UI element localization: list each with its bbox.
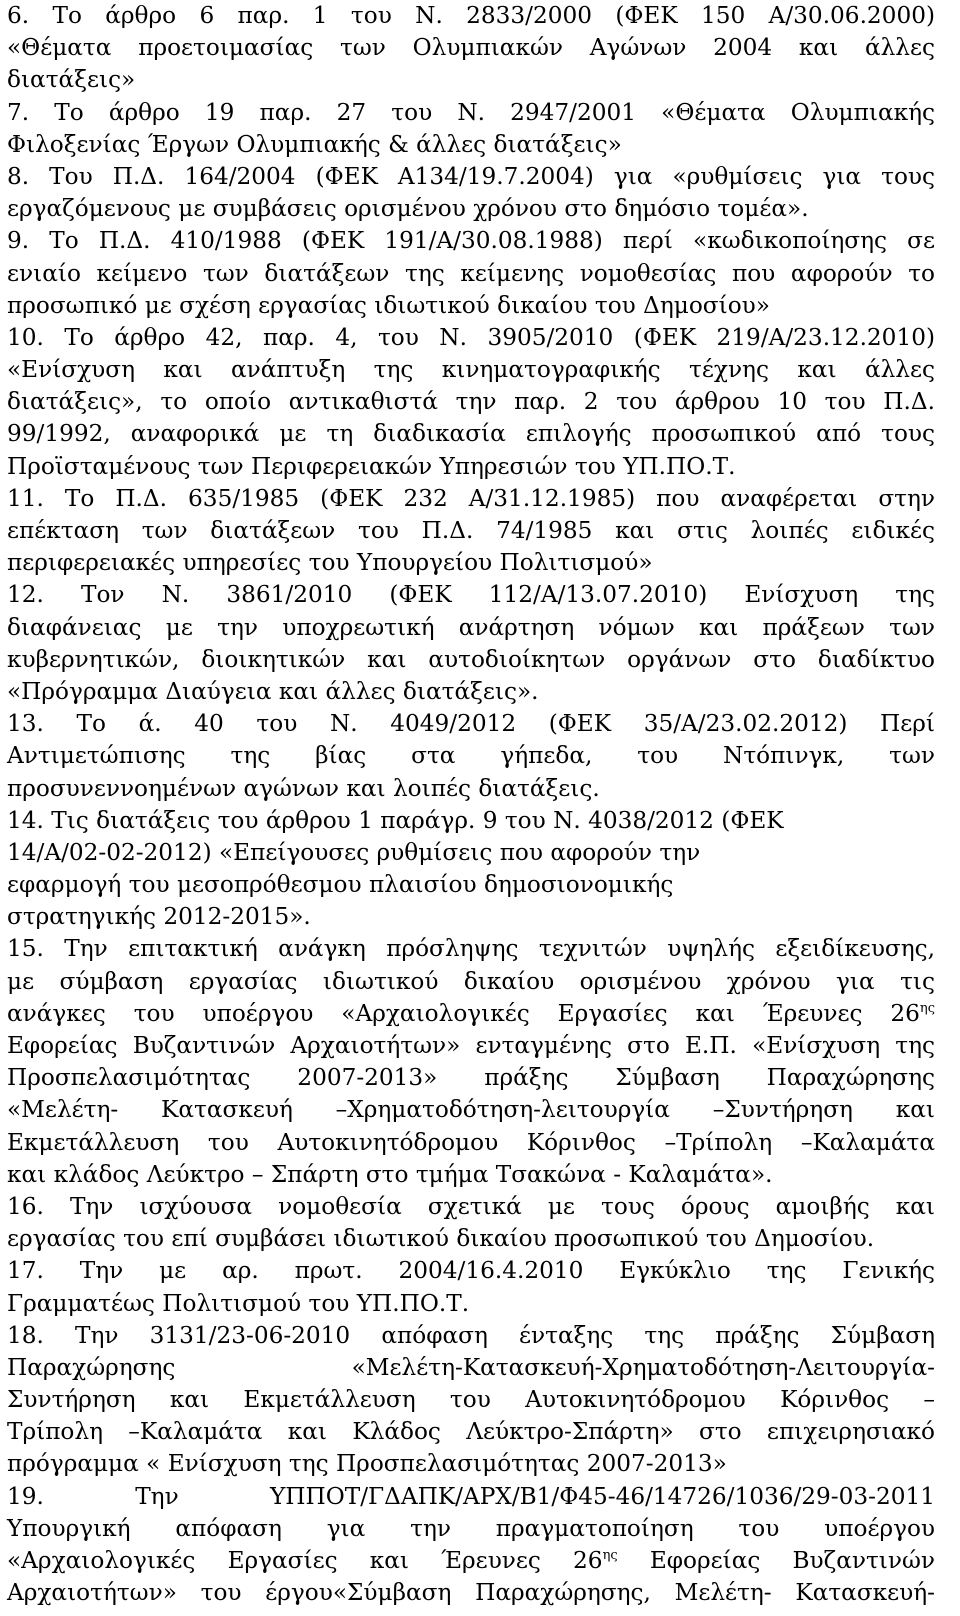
text-line: και κλάδος Λεύκτρο – Σπάρτη στο τμήμα Τσακώνα - Καλαμάτα». — [7, 1160, 773, 1188]
text-segment: ανάγκες του υποέργου «Αρχαιολογικές Εργασίες και Έρευνες 26 — [7, 999, 920, 1027]
list-item — [7, 1320, 935, 1481]
text-line: 9. Το Π.Δ. 410/1988 (ΦΕΚ 191/Α/30.08.1988) περί «κωδικοποίησης σε — [7, 227, 935, 255]
ordinal-superscript: ης — [602, 1548, 618, 1563]
list-item — [7, 708, 935, 805]
text-line: προσωπικό με σχέση εργασίας ιδιωτικού δικαίου του Δημοσίου» — [7, 291, 770, 319]
text-segment: «Αρχαιολογικές Εργασίες και Έρευνες 26 — [7, 1547, 603, 1574]
text-line: 8. Του Π.Δ. 164/2004 (ΦΕΚ Α134/19.7.2004) για «ρυθμίσεις για τους — [7, 162, 935, 190]
text-line — [7, 1545, 935, 1577]
text-line: εφαρμογή του μεσοπρόθεσμου πλαισίου δημοσιονομικής — [7, 871, 674, 899]
text-line: Εκμετάλλευση του Αυτοκινητόδρομου Κόρινθος –Τρίπολη –Καλαμάτα — [7, 1128, 935, 1156]
text-line: «Πρόγραμμα Διαύγεια και άλλες διατάξεις». — [7, 677, 539, 705]
text-line: 12. Τον Ν. 3861/2010 (ΦΕΚ 112/Α/13.07.2010) Ενίσχυση της — [7, 581, 935, 609]
text-line — [7, 998, 935, 1030]
text-line: διατάξεις» — [7, 66, 136, 94]
text-line: Τρίπολη –Καλαμάτα και Κλάδος Λεύκτρο-Σπάρτη» στο επιχειρησιακό — [7, 1418, 935, 1446]
text-line: Προσπελασιμότητας 2007-2013» πράξης Σύμβαση Παραχώρησης — [7, 1064, 935, 1092]
text-line: Προϊσταμένους των Περιφερειακών Υπηρεσιών του ΥΠ.ΠΟ.Τ. — [7, 452, 736, 480]
text-line: 17. Την με αρ. πρωτ. 2004/16.4.2010 Εγκύκλιο της Γενικής — [7, 1257, 935, 1285]
text-line: διαφάνειας με την υποχρεωτική ανάρτηση νόμων και πράξεων των — [7, 613, 935, 641]
list-item — [7, 1191, 935, 1255]
text-line: 14. Τις διατάξεις του άρθρου 1 παράγρ. 9 του Ν. 4038/2012 (ΦΕΚ — [7, 806, 784, 834]
text-line: εργαζόμενους με συμβάσεις ορισμένου χρόνου στο δημόσιο τομέα». — [7, 195, 809, 223]
text-line: προσυνεννοημένων αγώνων και λοιπές διατάξεις. — [7, 774, 600, 802]
text-line: 16. Την ισχύουσα νομοθεσία σχετικά με τους όρους αμοιβής και — [7, 1192, 935, 1220]
text-line: 99/1992, αναφορικά με τη διαδικασία επιλογής προσωπικού από τους — [7, 420, 935, 448]
text-line: εργασίας του επί συμβάσει ιδιωτικού δικαίου προσωπικού του Δημοσίου. — [7, 1225, 875, 1253]
text-line: 15. Την επιτακτική ανάγκη πρόσληψης τεχνιτών υψηλής εξειδίκευσης, — [7, 935, 935, 963]
text-line: επέκταση των διατάξεων του Π.Δ. 74/1985 και στις λοιπές ειδικές — [7, 517, 935, 544]
list-item — [7, 483, 935, 580]
text-line: Παραχώρησης «Μελέτη-Κατασκευή-Χρηματοδότηση-Λειτουργία- — [7, 1353, 935, 1381]
text-line: 10. Το άρθρο 42, παρ. 4, του Ν. 3905/2010 (ΦΕΚ 219/Α/23.12.2010) — [7, 323, 935, 351]
text-line: 18. Την 3131/23-06-2010 απόφαση ένταξης της πράξης Σύμβαση — [7, 1321, 935, 1349]
text-line: 13. Το ά. 40 του Ν. 4049/2012 (ΦΕΚ 35/Α/23.02.2012) Περί — [7, 710, 935, 738]
text-line: Αρχαιοτήτων» του έργου«Σύμβαση Παραχώρησης, Μελέτη- Κατασκευή- — [7, 1579, 935, 1607]
text-line: Γραμματέως Πολιτισμού του ΥΠ.ΠΟ.Τ. — [7, 1289, 470, 1317]
text-line: διατάξεις», το οποίο αντικαθιστά την παρ. 2 του άρθρου 10 του Π.Δ. — [7, 388, 935, 416]
list-item — [7, 1255, 935, 1319]
list-item — [7, 805, 935, 934]
text-line: 7. Το άρθρο 19 παρ. 27 του Ν. 2947/2001 «Θέματα Ολυμπιακής — [7, 98, 935, 126]
text-line: «Ενίσχυση και ανάπτυξη της κινηματογραφικής τέχνης και άλλες — [7, 356, 935, 384]
text-line: Υπουργική απόφαση για την πραγματοποίηση του υποέργου — [7, 1514, 935, 1542]
list-item — [7, 225, 935, 322]
list-item — [7, 0, 935, 97]
text-line: Αντιμετώπισης της βίας στα γήπεδα, του Ντόπινγκ, των — [7, 742, 935, 770]
text-line: στρατηγικής 2012-2015». — [7, 903, 311, 931]
list-item — [7, 161, 935, 225]
text-line: «Θέματα προετοιμασίας των Ολυμπιακών Αγώνων 2004 και άλλες — [7, 34, 935, 62]
text-segment: Εφορείας Βυζαντινών — [649, 1547, 935, 1574]
text-line: περιφερειακές υπηρεσίες του Υπουργείου Πολιτισμού» — [7, 549, 653, 577]
text-line: 19. Την ΥΠΠΟΤ/ΓΔΑΠΚ/ΑΡΧ/Β1/Φ45-46/14726/1036/29-03-2011 — [7, 1482, 935, 1510]
text-line: με σύμβαση εργασίας ιδιωτικού δικαίου ορισμένου χρόνου για τις — [7, 967, 935, 995]
text-line: 11. Το Π.Δ. 635/1985 (ΦΕΚ 232 Α/31.12.1985) που αναφέρεται στην — [7, 484, 935, 512]
list-item — [7, 933, 935, 1191]
text-line: 14/Α/02-02-2012) «Επείγουσες ρυθμίσεις που αφορούν την — [7, 838, 701, 866]
text-line: ενιαίο κείμενο των διατάξεων της κείμενης νομοθεσίας που αφορούν το — [7, 259, 935, 287]
text-line: κυβερνητικών, διοικητικών και αυτοδιοίκητων οργάνων στο διαδίκτυο — [7, 645, 935, 673]
ordinal-superscript: ης — [919, 1000, 935, 1016]
text-line: Εφορείας Βυζαντινών Αρχαιοτήτων» ενταγμένης στο Ε.Π. «Ενίσχυση της — [7, 1032, 935, 1059]
text-line: 6. Το άρθρο 6 παρ. 1 του Ν. 2833/2000 (ΦΕΚ 150 Α/30.06.2000) — [7, 2, 935, 29]
list-item — [7, 322, 935, 483]
text-line: Συντήρηση και Εκμετάλλευση του Αυτοκινητόδρομου Κόρινθος – — [7, 1386, 935, 1414]
list-item — [7, 579, 935, 708]
list-item — [7, 1481, 935, 1610]
list-item — [7, 97, 935, 161]
text-line: Φιλοξενίας Έργων Ολυμπιακής & άλλες διατάξεις» — [7, 130, 622, 158]
text-line: «Μελέτη- Κατασκευή –Χρηματοδότηση-λειτουργία –Συντήρηση και — [7, 1096, 935, 1124]
text-line: πρόγραμμα « Ενίσχυση της Προσπελασιμότητας 2007-2013» — [7, 1450, 727, 1478]
